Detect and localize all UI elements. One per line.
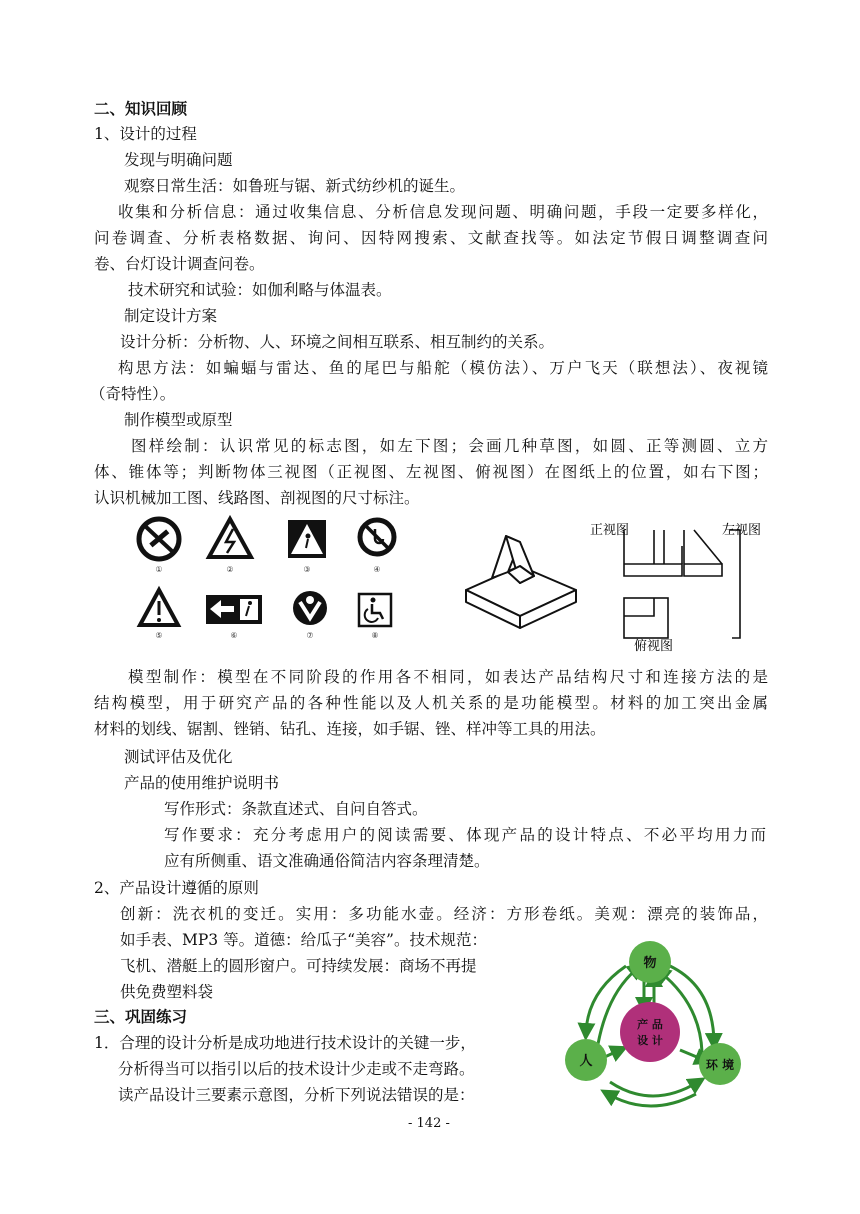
paragraph-principles-line1: 创新：洗衣机的变迁。实用：多功能水壶。经济：方形卷纸。美观：漂亮的装饰品，: [120, 905, 768, 923]
logo-v-sign-icon: [293, 591, 327, 625]
sign-number-1: ①: [155, 565, 163, 574]
page-number: - 142 -: [408, 1116, 450, 1131]
step-discover-problem: 发现与明确问题: [124, 151, 233, 169]
step-make-model: 制作模型或原型: [124, 411, 233, 429]
paragraph-design-analysis: 设计分析：分析物、人、环境之间相互联系、相互制约的关系。: [120, 333, 555, 351]
arrow-icon: [586, 966, 626, 1032]
center-circle: [620, 1002, 680, 1062]
electric-hazard-sign-icon: [209, 519, 251, 557]
no-smoking-sign-icon: [139, 519, 179, 559]
question-1-line1: 1．合理的设计分析是成功地进行技术设计的关键一步，: [94, 1034, 476, 1052]
question-1-line3: 读产品设计三要素示意图，分析下列说法错误的是：: [118, 1086, 475, 1104]
section-heading-knowledge-review: 二、知识回顾: [94, 99, 188, 118]
emergency-exit-sign-icon: [206, 595, 262, 624]
no-hook-sign-icon: [360, 520, 394, 554]
step-make-plan: 制定设计方案: [124, 307, 218, 325]
step-test-evaluate: 测试评估及优化: [124, 748, 233, 766]
diagram-label-object: 物: [643, 956, 657, 971]
paragraph-writing-form: 写作形式：条款直述式、自问自答式。: [164, 800, 428, 818]
sign-number-8: ⑧: [371, 631, 379, 640]
pedestrian-crossing-sign-icon: [288, 520, 326, 558]
paragraph-drawing-line3: 认识机械加工图、线路图、剖视图的尺寸标注。: [94, 489, 420, 507]
paragraph-collect-line1: 收集和分析信息：通过收集信息、分析信息发现问题、明确问题，手段一定要多样化，: [118, 203, 768, 221]
paragraph-collect-line3: 卷、台灯设计调查问卷。: [94, 255, 265, 273]
sign-number-2: ②: [226, 565, 234, 574]
step-manual: 产品的使用维护说明书: [124, 774, 280, 792]
sign-number-4: ④: [373, 565, 381, 574]
diagram-label-environment: 环 境: [705, 1058, 735, 1072]
wheelchair-sign-icon: [359, 594, 391, 626]
paragraph-collect-line2: 问卷调查、分析表格数据、询问、因特网搜索、文献查找等。如法定节假日调整调查问: [94, 229, 768, 247]
paragraph-principles-line3: 飞机、潜艇上的圆形窗户。可持续发展：商场不再提: [120, 957, 477, 975]
isometric-block-figure: [462, 528, 582, 633]
paragraph-principles-line4: 供免费塑料袋: [120, 983, 214, 1001]
paragraph-drawing-line2: 体、锥体等；判断物体三视图（正视图、左视图、俯视图）在图纸上的位置，如右下图；: [94, 463, 768, 481]
top-view-label: 俯视图: [634, 639, 674, 654]
diagram-label-center-1: 产 品: [637, 1018, 663, 1031]
paragraph-writing-req-line2: 应有所侧重、语文准确通俗简洁内容条理清楚。: [164, 852, 490, 870]
paragraph-observe: 观察日常生活：如鲁班与锯、新式纺纱机的诞生。: [124, 177, 466, 195]
paragraph-writing-req-line1: 写作要求：充分考虑用户的阅读需要、体现产品的设计特点、不必平均用力而: [164, 826, 766, 844]
left-view-label: 左视图: [722, 523, 762, 538]
sign-number-6: ⑥: [230, 631, 238, 640]
paragraph-ideas-line1: 构思方法：如蝙蝠与雷达、鱼的尾巴与船舵（模仿法）、万户飞天（联想法）、夜视镜: [118, 359, 768, 377]
paragraph-research: 技术研究和试验：如伽利略与体温表。: [128, 281, 392, 299]
sign-number-3: ③: [303, 565, 311, 574]
front-view-label: 正视图: [590, 523, 630, 538]
arrow-icon: [610, 1082, 698, 1096]
design-elements-diagram: [548, 932, 760, 1112]
paragraph-principles-line2: 如手表、MP3 等。道德：给瓜子“美容”。技术规范：: [120, 931, 487, 949]
three-views-figure: [590, 516, 762, 654]
section-heading-practice: 三、巩固练习: [94, 1007, 188, 1026]
sign-number-5: ⑤: [155, 631, 163, 640]
safety-signs-figure: [130, 512, 410, 642]
sign-number-7: ⑦: [306, 631, 314, 640]
subsection-title-design-process: 1、设计的过程: [94, 125, 197, 143]
question-1-line2: 分析得当可以指引以后的技术设计少走或不走弯路。: [118, 1060, 475, 1078]
paragraph-model-line3: 材料的划线、锯割、锉销、钻孔、连接，如手锯、锉、样冲等工具的用法。: [94, 720, 606, 738]
warning-triangle-sign-icon: [140, 590, 178, 625]
paragraph-drawing-line1: 图样绘制：认识常见的标志图，如左下图；会画几种草图，如圆、正等测圆、立方: [131, 437, 768, 455]
diagram-label-center-2: 设 计: [637, 1034, 663, 1047]
paragraph-model-line2: 结构模型，用于研究产品的各种性能以及人机关系的是功能模型。材料的加工突出金属: [94, 694, 768, 712]
paragraph-model-line1: 模型制作：模型在不同阶段的作用各不相同，如表达产品结构尺寸和连接方法的是: [128, 668, 768, 686]
subsection-title-principles: 2、产品设计遵循的原则: [94, 879, 259, 897]
paragraph-ideas-line2: （奇特性）。: [90, 385, 176, 403]
diagram-label-person: 人: [579, 1054, 593, 1069]
